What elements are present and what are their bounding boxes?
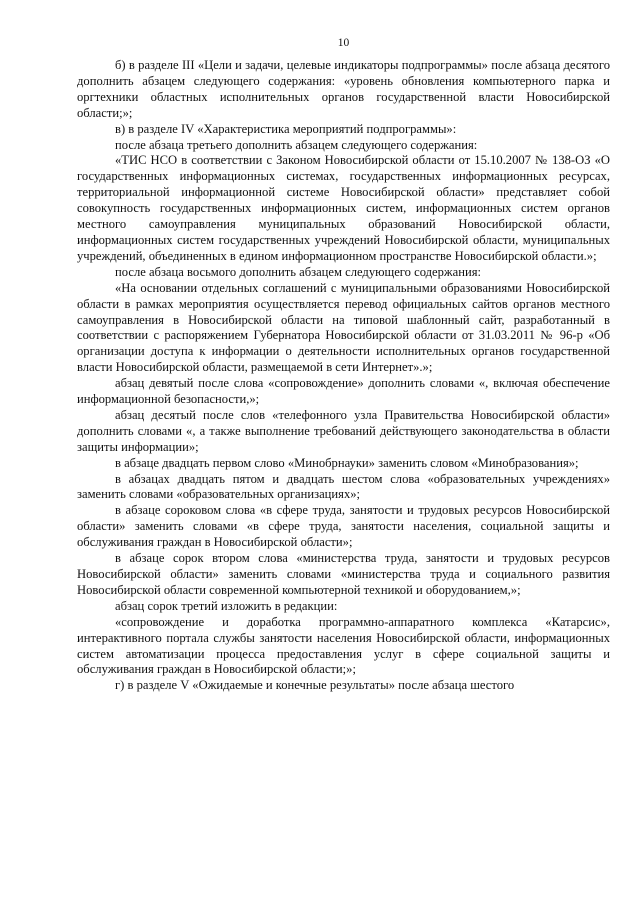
paragraph: абзац девятый после слова «сопровождение» дополнить словами «, включая обеспечение информационной безопасности,»;: [77, 376, 610, 407]
page-number: 10: [337, 37, 350, 49]
paragraph: в) в разделе IV «Характеристика мероприятий подпрограммы»:: [115, 121, 457, 136]
paragraph: г) в разделе V «Ожидаемые и конечные результаты» после абзаца шестого: [115, 678, 515, 693]
paragraph: в абзаце двадцать первом слово «Минобрнауки» заменить словом «Минобразования»;: [115, 455, 579, 470]
paragraph: в абзацах двадцать пятом и двадцать шестом слова «образовательных учреждениях» заменить словами «образовательных организациях»;: [77, 471, 610, 502]
paragraph: абзац сорок третий изложить в редакции:: [115, 598, 338, 613]
paragraph: в абзаце сорок втором слова «министерства труда, занятости и трудовых ресурсов Новосибирской области» заменить словами «министерства труда и социального развития Новосибирской области современной компьютерной техникой и оборудованием,»;: [77, 551, 610, 597]
paragraph: в абзаце сороковом слова «в сфере труда, занятости и трудовых ресурсов Новосибирской области» заменить словами «в сфере труда, занятости населения, социальной защиты и обслуживания граждан в Новосибирской области»;: [77, 503, 610, 550]
paragraph: «ТИС НСО в соответствии с Законом Новосибирской области от 15.10.2007 № 138-ОЗ «О государственных информационных системах, государственных информационных ресурсах, территориальной информационной системе Новосибирской области» представляет собой совокупность государственных информационных систем, информационных систем органов местного самоуправления муниципальных образований Новосибирской области, информационных систем государственных учреждений Новосибирской области, муниципальных учреждений, объединенных в едином информационном пространстве Новосибирской области.»;: [77, 153, 610, 263]
paragraph: б) в разделе III «Цели и задачи, целевые индикаторы подпрограммы» после абзаца десятого дополнить абзацем следующего содержания: «уровень обновления компьютерного парка и оргтехники областных исполнительных органов государственной власти Новосибирской области;»;: [77, 58, 610, 120]
paragraph: абзац десятый после слов «телефонного узла Правительства Новосибирской области» дополнить словами «, а также выполнение требований действующего законодательства в области защиты информации»;: [77, 407, 610, 454]
paragraph: «На основании отдельных соглашений с муниципальными образованиями Новосибирской области в рамках мероприятия осуществляется перевод официальных сайтов органов местного самоуправления в Новосибирской области на типовой шаблонный сайт, разработанный в соответствии с распоряжением Губернатора Новосибирской области от 31.03.2011 № 96-р «Об организации доступа к информации о деятельности исполнительных органов государственной власти Новосибирской области, размещаемой в сети Интернет».»;: [77, 280, 610, 375]
paragraph: после абзаца третьего дополнить абзацем следующего содержания:: [115, 137, 478, 152]
paragraph: после абзаца восьмого дополнить абзацем следующего содержания:: [115, 264, 481, 279]
paragraph: «сопровождение и доработка программно-аппаратного комплекса «Катарсис», интерактивного портала службы занятости населения Новосибирской области, информационных систем автоматизации процесса предоставления услуг в сфере социальной защиты и обслуживания граждан в Новосибирской области;»;: [77, 614, 610, 677]
